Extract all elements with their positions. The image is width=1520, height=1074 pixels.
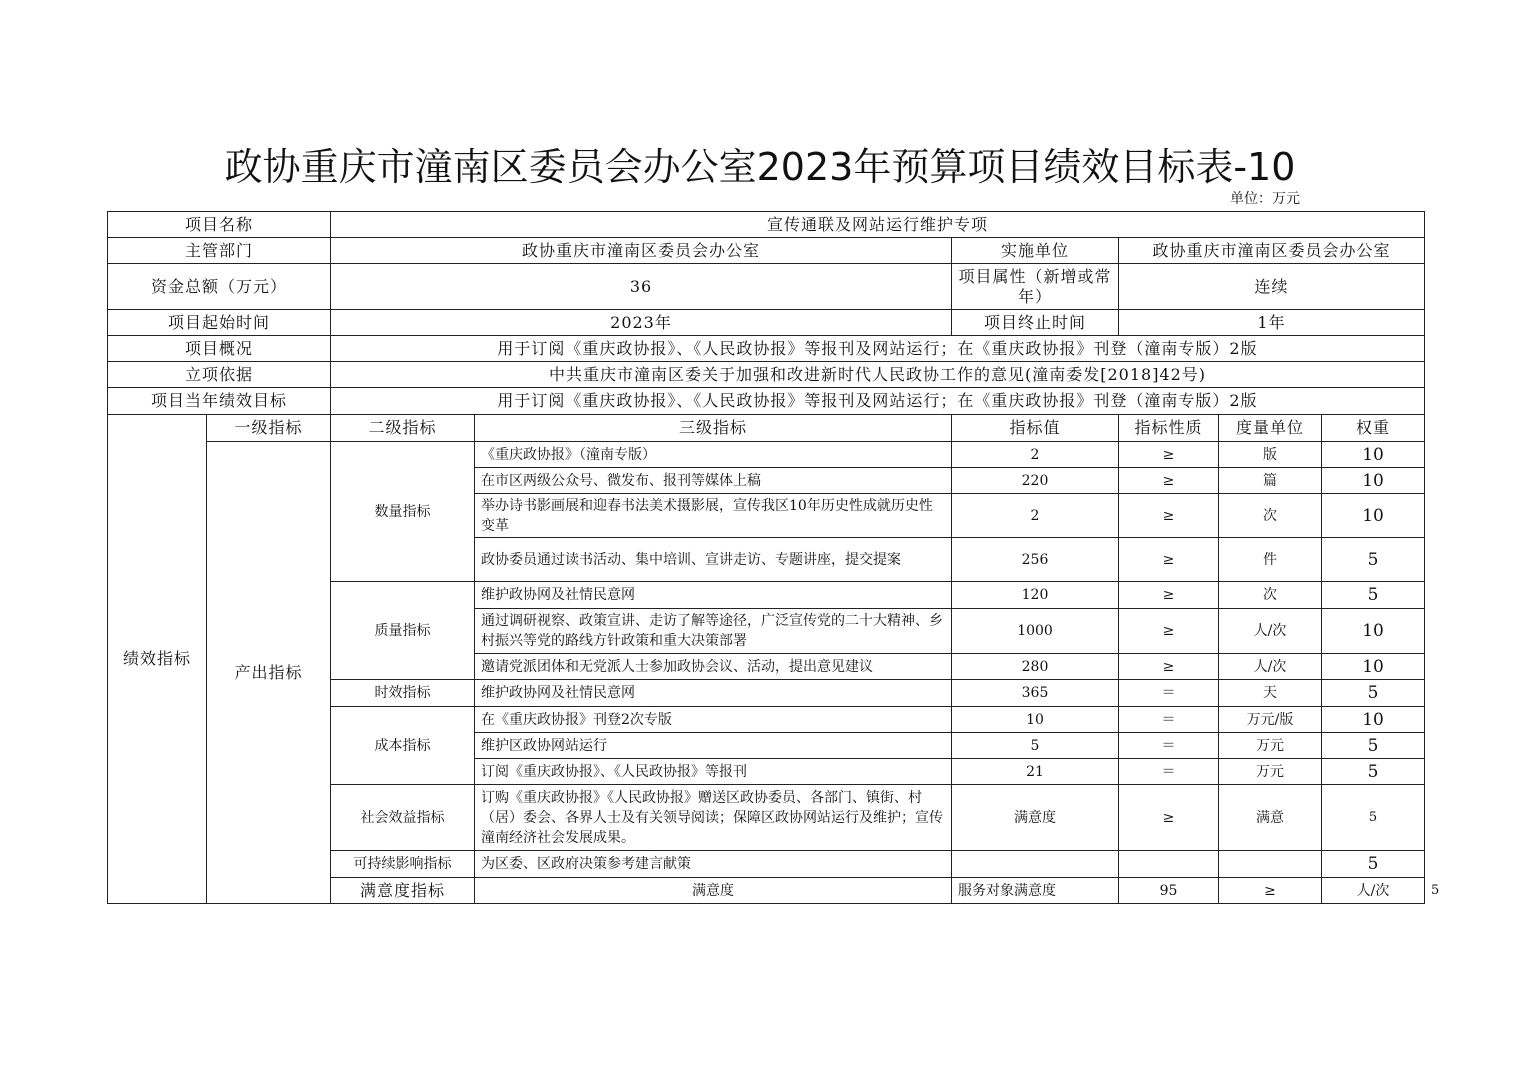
table-row: 满意度指标 满意度 服务对象满意度 95 ≥ 人/次 5 [108,878,1425,904]
group-satisfaction: 满意度指标 [331,878,475,904]
group-output: 产出指标 [207,442,331,904]
impl-value: 政协重庆市潼南区委员会办公室 [1119,238,1425,264]
nature-cell: ≥ [1119,468,1219,494]
group-satis2: 满意度 [475,878,952,904]
value-cell: 95 [1119,878,1219,904]
group-quantity: 数量指标 [331,442,475,582]
end-label: 项目终止时间 [952,310,1119,336]
unit-label: 单位：万元 [1230,191,1300,207]
unit-cell: 万元 [1219,759,1322,785]
value-cell: 10 [952,707,1119,733]
start-value: 2023年 [331,310,952,336]
value-cell: 2 [952,442,1119,468]
l3-cell: 服务对象满意度 [952,878,1119,904]
weight-cell: 5 [1322,680,1425,707]
row-project-name [108,212,1425,238]
value-cell: 256 [952,538,1119,582]
goal-value: 用于订阅《重庆政协报》、《人民政协报》等报刊及网站运行；在《重庆政协报》刊登（潼南专版）2版 [331,388,1425,415]
header-weight: 权重 [1322,415,1425,442]
end-value: 1年 [1119,310,1425,336]
value-cell: 2 [952,494,1119,538]
value-cell: 1000 [952,609,1119,654]
nature-cell: ≥ [1119,609,1219,654]
weight-cell: 10 [1322,442,1425,468]
unit-cell: 次 [1219,582,1322,609]
l3-cell: 订购《重庆政协报》《人民政协报》赠送区政协委员、各部门、镇街、村（居）委会、各界人士及有关领导阅读；保障区政协网站运行及维护；宣传潼南经济社会发展成果。 [475,785,952,851]
l3-cell: 在《重庆政协报》刊登2次专版 [475,707,952,733]
start-label: 项目起始时间 [108,310,331,336]
basis-label: 立项依据 [108,362,331,388]
weight-cell: 10 [1322,468,1425,494]
project-name-label: 项目名称 [108,212,331,238]
table-row [108,442,1425,468]
unit-cell: 次 [1219,494,1322,538]
weight-cell: 5 [1322,759,1425,785]
l3-cell: 举办诗书影画展和迎春书法美术摄影展，宣传我区10年历史性成就历史性变革 [475,494,952,538]
l3-cell: 在市区两级公众号、微发布、报刊等媒体上稿 [475,468,952,494]
header-l3: 三级指标 [475,415,952,442]
nature-cell: ＝ [1119,759,1219,785]
row-dept [108,238,1425,264]
weight-cell: 5 [1322,733,1425,759]
unit-cell: 人/次 [1322,878,1425,904]
l3-cell: 《重庆政协报》（潼南专版） [475,442,952,468]
header-l2: 二级指标 [331,415,475,442]
group-sustain: 可持续影响指标 [331,851,475,878]
nature-cell: ≥ [1119,494,1219,538]
weight-cell: 5 [1322,582,1425,609]
weight-cell: 5 [1322,538,1425,582]
group-social: 社会效益指标 [331,785,475,851]
weight-cell: 10 [1322,494,1425,538]
l3-cell: 维护政协网及社情民意网 [475,582,952,609]
unit-cell: 件 [1219,538,1322,582]
group-quality: 质量指标 [331,582,475,680]
nature-cell: ＝ [1119,680,1219,707]
overview-value: 用于订阅《重庆政协报》、《人民政协报》等报刊及网站运行；在《重庆政协报》刊登（潼南专版）2版 [331,336,1425,362]
nature-cell [1119,851,1219,878]
nature-cell: ≥ [1119,654,1219,680]
header-unit: 度量单位 [1219,415,1322,442]
fund-value: 36 [331,264,952,310]
value-cell: 满意度 [952,785,1119,851]
nature-cell: ≥ [1219,878,1322,904]
goal-label: 项目当年绩效目标 [108,388,331,415]
unit-cell: 篇 [1219,468,1322,494]
nature-cell: ＝ [1119,733,1219,759]
nature-cell: ≥ [1119,538,1219,582]
unit-cell: 人/次 [1219,654,1322,680]
l3-cell: 通过调研视察、政策宣讲、走访了解等途径，广泛宣传党的二十大精神、乡村振兴等党的路线方针政策和重大决策部署 [475,609,952,654]
row-time [108,310,1425,336]
row-goal [108,388,1425,415]
unit-cell: 版 [1219,442,1322,468]
nature-cell: ≥ [1119,582,1219,609]
value-cell: 280 [952,654,1119,680]
page-title: 政协重庆市潼南区委员会办公室2023年预算项目绩效目标表-10 [224,145,1296,189]
value-cell: 220 [952,468,1119,494]
l3-cell: 邀请党派团体和无党派人士参加政协会议、活动，提出意见建议 [475,654,952,680]
nature-cell: ≥ [1119,442,1219,468]
l3-cell: 订阅《重庆政协报》、《人民政协报》等报刊 [475,759,952,785]
value-cell [952,851,1119,878]
row-basis [108,362,1425,388]
unit-cell: 满意 [1219,785,1322,851]
weight-cell: 10 [1322,654,1425,680]
l3-cell: 维护区政协网站运行 [475,733,952,759]
row-overview [108,336,1425,362]
l3-cell: 为区委、区政府决策参考建言献策 [475,851,952,878]
weight-cell: 10 [1322,609,1425,654]
nature-cell: ＝ [1119,707,1219,733]
perf-label: 绩效指标 [108,415,207,904]
value-cell: 120 [952,582,1119,609]
weight-cell: 10 [1322,707,1425,733]
l3-cell: 维护政协网及社情民意网 [475,680,952,707]
dept-value: 政协重庆市潼南区委员会办公室 [331,238,952,264]
header-nature: 指标性质 [1119,415,1219,442]
header-value: 指标值 [952,415,1119,442]
value-cell: 21 [952,759,1119,785]
project-name: 宣传通联及网站运行维护专项 [331,212,1425,238]
l3-cell: 政协委员通过读书活动、集中培训、宣讲走访、专题讲座，提交提案 [475,538,952,582]
group-timeliness: 时效指标 [331,680,475,707]
dept-label: 主管部门 [108,238,331,264]
unit-cell: 万元/版 [1219,707,1322,733]
value-cell: 365 [952,680,1119,707]
fund-label: 资金总额（万元） [108,264,331,310]
impl-label: 实施单位 [952,238,1119,264]
indicator-header-row [108,415,1425,442]
group-cost: 成本指标 [331,707,475,785]
overview-label: 项目概况 [108,336,331,362]
basis-value: 中共重庆市潼南区委关于加强和改进新时代人民政协工作的意见(潼南委发[2018]42号) [331,362,1425,388]
attr-label: 项目属性（新增或常年） [952,264,1119,310]
weight-cell: 5 [1322,851,1425,878]
value-cell: 5 [952,733,1119,759]
unit-cell [1219,851,1322,878]
attr-value: 连续 [1119,264,1425,310]
row-fund [108,264,1425,310]
unit-cell: 万元 [1219,733,1322,759]
unit-cell: 人/次 [1219,609,1322,654]
performance-table [107,211,1440,904]
weight-cell: 5 [1322,785,1425,851]
unit-cell: 天 [1219,680,1322,707]
nature-cell: ≥ [1119,785,1219,851]
header-l1: 一级指标 [207,415,331,442]
